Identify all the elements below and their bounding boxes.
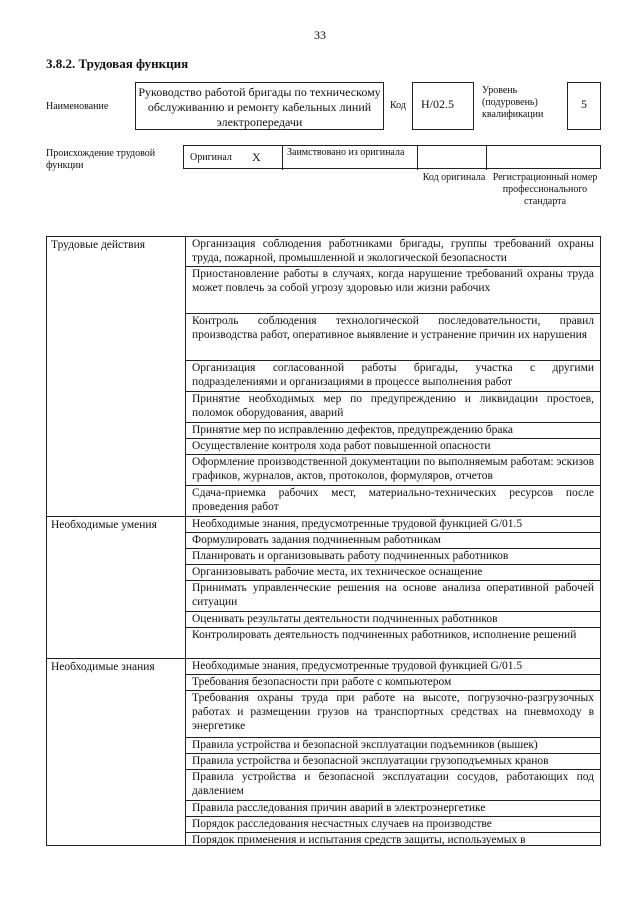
origin-reg-cell (487, 146, 602, 170)
group-label-labor-actions: Трудовые действия (51, 239, 146, 251)
labor-actions-item: Сдача-приемка рабочих мест, материально-технических ресурсов после проведения работ (186, 486, 600, 517)
level-label: Уровень (подуровень) квалификации (482, 85, 544, 120)
labor-actions-item: Оформление производственной документации по выполняемым работам: эскизов графиков, журналов, актов, протоколов, формуляров, отчетов (186, 455, 600, 486)
required-skills-item: Необходимые знания, предусмотренные трудовой функцией G/01.5 (186, 517, 600, 533)
level-box: 5 (567, 82, 601, 130)
required-knowledge-item: Правила расследования причин аварий в электроэнергетике (186, 801, 600, 817)
labor-actions-item: Контроль соблюдения технологической последовательности, правил производства работ, оперативное выявление и устранение причин их нарушения (186, 314, 600, 361)
group-label-required-knowledge: Необходимые знания (51, 661, 155, 673)
required-skills-item: Оценивать результаты деятельности подчиненных работников (186, 612, 600, 628)
labor-actions-item: Организация согласованной работы бригады, участка с другими подразделениями и организациями в процессе выполнения работ (186, 361, 600, 392)
section-title: 3.8.2. Трудовая функция (46, 56, 189, 71)
origin-code-cell (418, 146, 487, 170)
required-knowledge-item: Порядок расследования несчастных случаев на производстве (186, 817, 600, 833)
required-knowledge-item: Порядок применения и испытания средств защиты, используемых в (192, 834, 526, 846)
required-skills-item: Принимать управленческие решения на основе анализа оперативной рабочей ситуации (186, 581, 600, 612)
required-knowledge-item: Необходимые знания, предусмотренные трудовой функцией G/01.5 (186, 659, 600, 675)
labor-actions-item: Осуществление контроля хода работ повышенной опасности (186, 439, 600, 455)
origin-original-cell (184, 146, 283, 170)
original-label: Оригинал (190, 152, 232, 163)
origin-borrowed-cell (283, 146, 418, 170)
labor-actions-item: Принятие необходимых мер по предупреждению и ликвидации простоев, поломок оборудования, аварий (186, 392, 600, 423)
function-code-box: H/02.5 (412, 82, 474, 130)
required-knowledge-item: Правила устройства и безопасной эксплуатации сосудов, работающих под давлением (186, 770, 600, 801)
labor-actions-item: Приостановление работы в случаях, когда нарушение требований охраны труда может повлечь за собой угрозу здоровью или жизни рабочих (186, 267, 600, 314)
required-skills-item: Планировать и организовывать работу подчиненных работников (186, 549, 600, 565)
required-skills-item: Контролировать деятельность подчиненных работников, исполнение решений (186, 628, 600, 659)
required-skills-item: Формулировать задания подчиненным работникам (186, 533, 600, 549)
page-number: 33 (314, 28, 326, 42)
reg-number-label: Регистрационный номер профессионального стандарта (492, 172, 598, 207)
required-skills-item: Организовывать рабочие места, их техническое оснащение (186, 565, 600, 581)
code-original-label: Код оригинала (422, 172, 486, 183)
function-name-box: Руководство работой бригады по техническому обслуживанию и ремонту кабельных линий электропередачи (135, 82, 384, 130)
borrowed-label: Заимствовано из оригинала (287, 147, 405, 158)
labor-actions-item: Принятие мер по исправлению дефектов, предупреждению брака (186, 423, 600, 439)
required-knowledge-item: Требования безопасности при работе с компьютером (186, 675, 600, 691)
group-label-required-skills: Необходимые умения (51, 519, 157, 531)
code-label: Код (390, 100, 406, 111)
required-knowledge-item: Правила устройства и безопасной эксплуатации грузоподъемных кранов (186, 754, 600, 770)
origin-label: Происхождение трудовой функции (46, 148, 156, 171)
name-label: Наименование (46, 101, 109, 112)
required-knowledge-item: Правила устройства и безопасной эксплуатации подъемников (вышек) (186, 738, 600, 754)
origin-row (183, 145, 601, 169)
original-mark: X (252, 150, 261, 164)
required-knowledge-item: Требования охраны труда при работе на высоте, погрузочно-разгрузочных работах и размещении грузов на транспортных средствах на пневмоходу в энергетике (186, 691, 600, 738)
function-details-table (46, 236, 601, 846)
labor-actions-item: Организация соблюдения работниками бригады, группы требований охраны труда, пожарной, промышленной и экологической безопасности (186, 237, 600, 267)
